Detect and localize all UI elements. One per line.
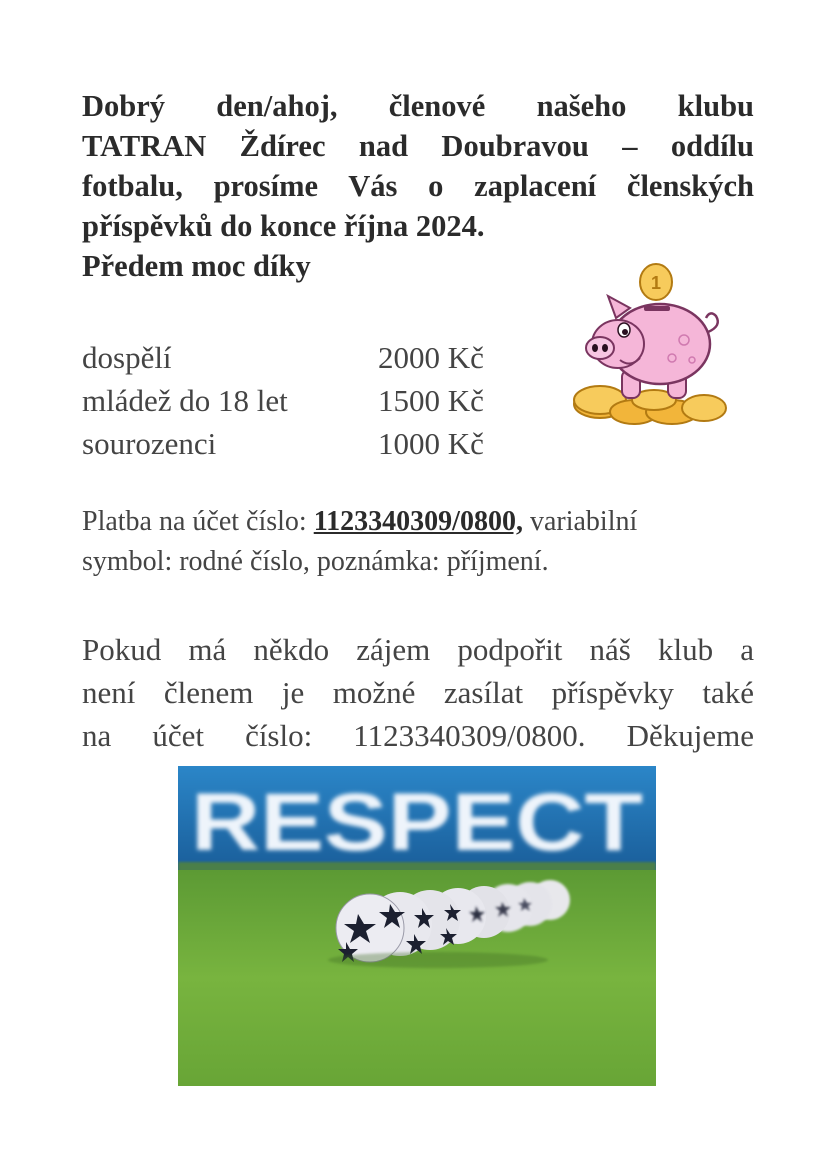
fee-amount: 2000 Kč — [378, 340, 484, 375]
payment-prefix: Platba na účet číslo: — [82, 506, 314, 537]
piggy-bank-icon — [572, 262, 732, 432]
fee-amount: 1000 Kč — [378, 426, 484, 461]
piggy-bank-illustration — [572, 262, 732, 432]
intro-line-2: TATRAN Ždírec nad Doubravou – oddílu — [82, 129, 754, 163]
account-number: 1123340309/0800, — [313, 506, 523, 537]
respect-banner-text: RESPECT — [191, 777, 643, 868]
fee-amount: 1500 Kč — [378, 383, 484, 418]
intro-line-3: fotbalu, prosíme Vás o zaplacení členských — [82, 169, 754, 203]
payment-info — [82, 502, 754, 582]
payment-line-2: symbol: rodné číslo, poznámka: příjmení. — [82, 546, 549, 577]
support-paragraph — [82, 628, 754, 757]
intro-line-4: příspěvků do konce října 2024. — [82, 209, 485, 243]
intro-line-1: Dobrý den/ahoj, členové našeho klubu — [82, 89, 754, 123]
support-line-3: na účet číslo: 1123340309/0800. Děkujeme — [82, 718, 754, 753]
fee-table — [82, 336, 484, 465]
fee-row-youth — [82, 379, 484, 422]
support-line-2: není členem je možné zasílat příspěvky také — [82, 675, 754, 710]
intro-paragraph — [82, 86, 754, 286]
payment-suffix: variabilní — [522, 506, 638, 537]
fee-row-adults — [82, 336, 484, 379]
fee-row-siblings — [82, 422, 484, 465]
fee-label: dospělí — [82, 340, 172, 375]
coin-label: 1 — [650, 273, 662, 293]
fee-label: sourozenci — [82, 426, 217, 461]
fee-label: mládež do 18 let — [82, 383, 288, 418]
respect-photo — [178, 766, 656, 1086]
payment-line-1 — [82, 502, 754, 542]
support-line-1: Pokud má někdo zájem podpořit náš klub a — [82, 632, 754, 667]
intro-thanks: Předem moc díky — [82, 249, 311, 283]
respect-image — [178, 766, 656, 1086]
